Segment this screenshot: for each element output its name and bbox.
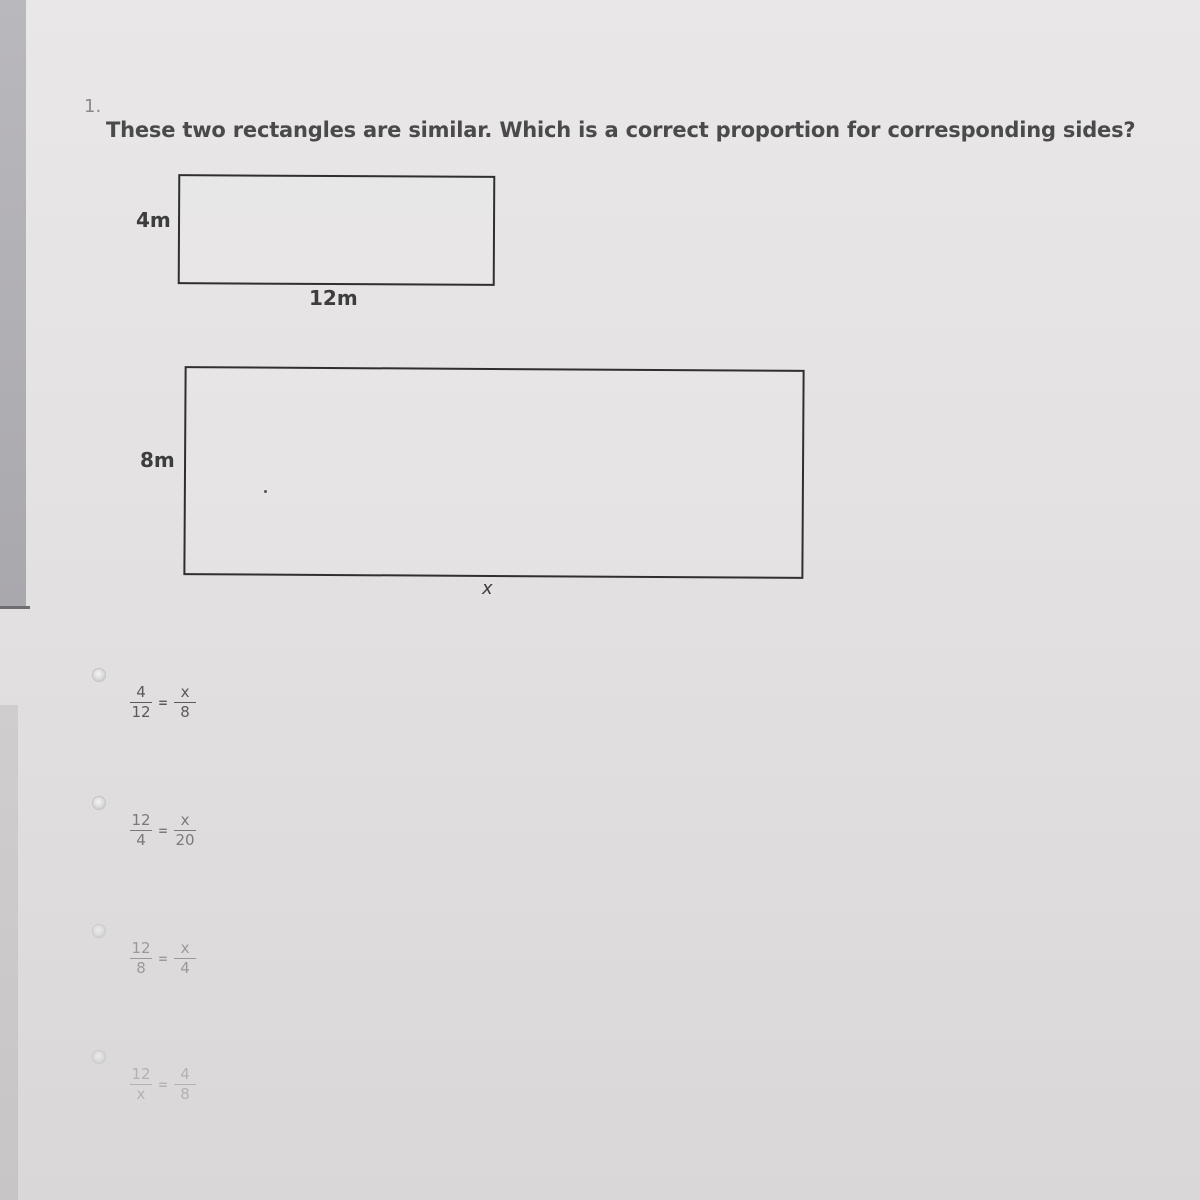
left-sidebar-lower-panel — [0, 705, 18, 1200]
numerator: 12 — [131, 939, 151, 957]
denominator: 12 — [131, 703, 151, 721]
proportion-c — [130, 940, 196, 977]
sidebar-divider — [0, 606, 30, 609]
large-rect-width-label: x — [482, 578, 493, 599]
denominator: 8 — [136, 959, 146, 977]
small-rect-height-label: 4m — [136, 208, 171, 232]
proportion-d — [130, 1066, 196, 1103]
fraction-left-c — [130, 940, 152, 977]
answer-option-c[interactable] — [92, 924, 252, 1014]
proportion-b — [130, 812, 196, 849]
denominator: x — [136, 1085, 146, 1103]
denominator: 4 — [180, 959, 190, 977]
answer-option-a[interactable] — [92, 668, 252, 758]
fraction-right-a — [174, 684, 196, 721]
numerator: 12 — [131, 811, 151, 829]
fraction-right-b — [174, 812, 196, 849]
answer-option-d[interactable] — [92, 1050, 252, 1140]
radio-button-a[interactable] — [92, 668, 106, 682]
small-rectangle — [178, 174, 496, 286]
large-rect-height-label: 8m — [140, 448, 175, 472]
small-rect-width-label: 12m — [309, 286, 358, 310]
question-number: 1. — [84, 96, 102, 117]
equals-sign: = — [158, 951, 169, 966]
answer-option-b[interactable] — [92, 796, 252, 886]
screen-speck — [264, 490, 267, 493]
equals-sign: = — [158, 1077, 169, 1092]
question-text: These two rectangles are similar. Which is a correct proportion for corresponding sides? — [106, 118, 1136, 142]
radio-button-d[interactable] — [92, 1050, 106, 1064]
radio-button-b[interactable] — [92, 796, 106, 810]
denominator: 8 — [180, 703, 190, 721]
equals-sign: = — [158, 695, 169, 710]
fraction-left-d — [130, 1066, 152, 1103]
denominator: 4 — [136, 831, 146, 849]
fraction-right-d — [174, 1066, 196, 1103]
denominator: 20 — [175, 831, 195, 849]
numerator: 4 — [136, 683, 146, 701]
numerator: 12 — [131, 1065, 151, 1083]
fraction-left-b — [130, 812, 152, 849]
left-sidebar-panel — [0, 0, 26, 608]
denominator: 8 — [180, 1085, 190, 1103]
radio-button-c[interactable] — [92, 924, 106, 938]
proportion-a — [130, 684, 196, 721]
numerator: x — [180, 811, 190, 829]
fraction-right-c — [174, 940, 196, 977]
numerator: x — [180, 683, 190, 701]
large-rectangle — [183, 366, 804, 579]
equals-sign: = — [158, 823, 169, 838]
fraction-left-a — [130, 684, 152, 721]
numerator: 4 — [180, 1065, 190, 1083]
numerator: x — [180, 939, 190, 957]
